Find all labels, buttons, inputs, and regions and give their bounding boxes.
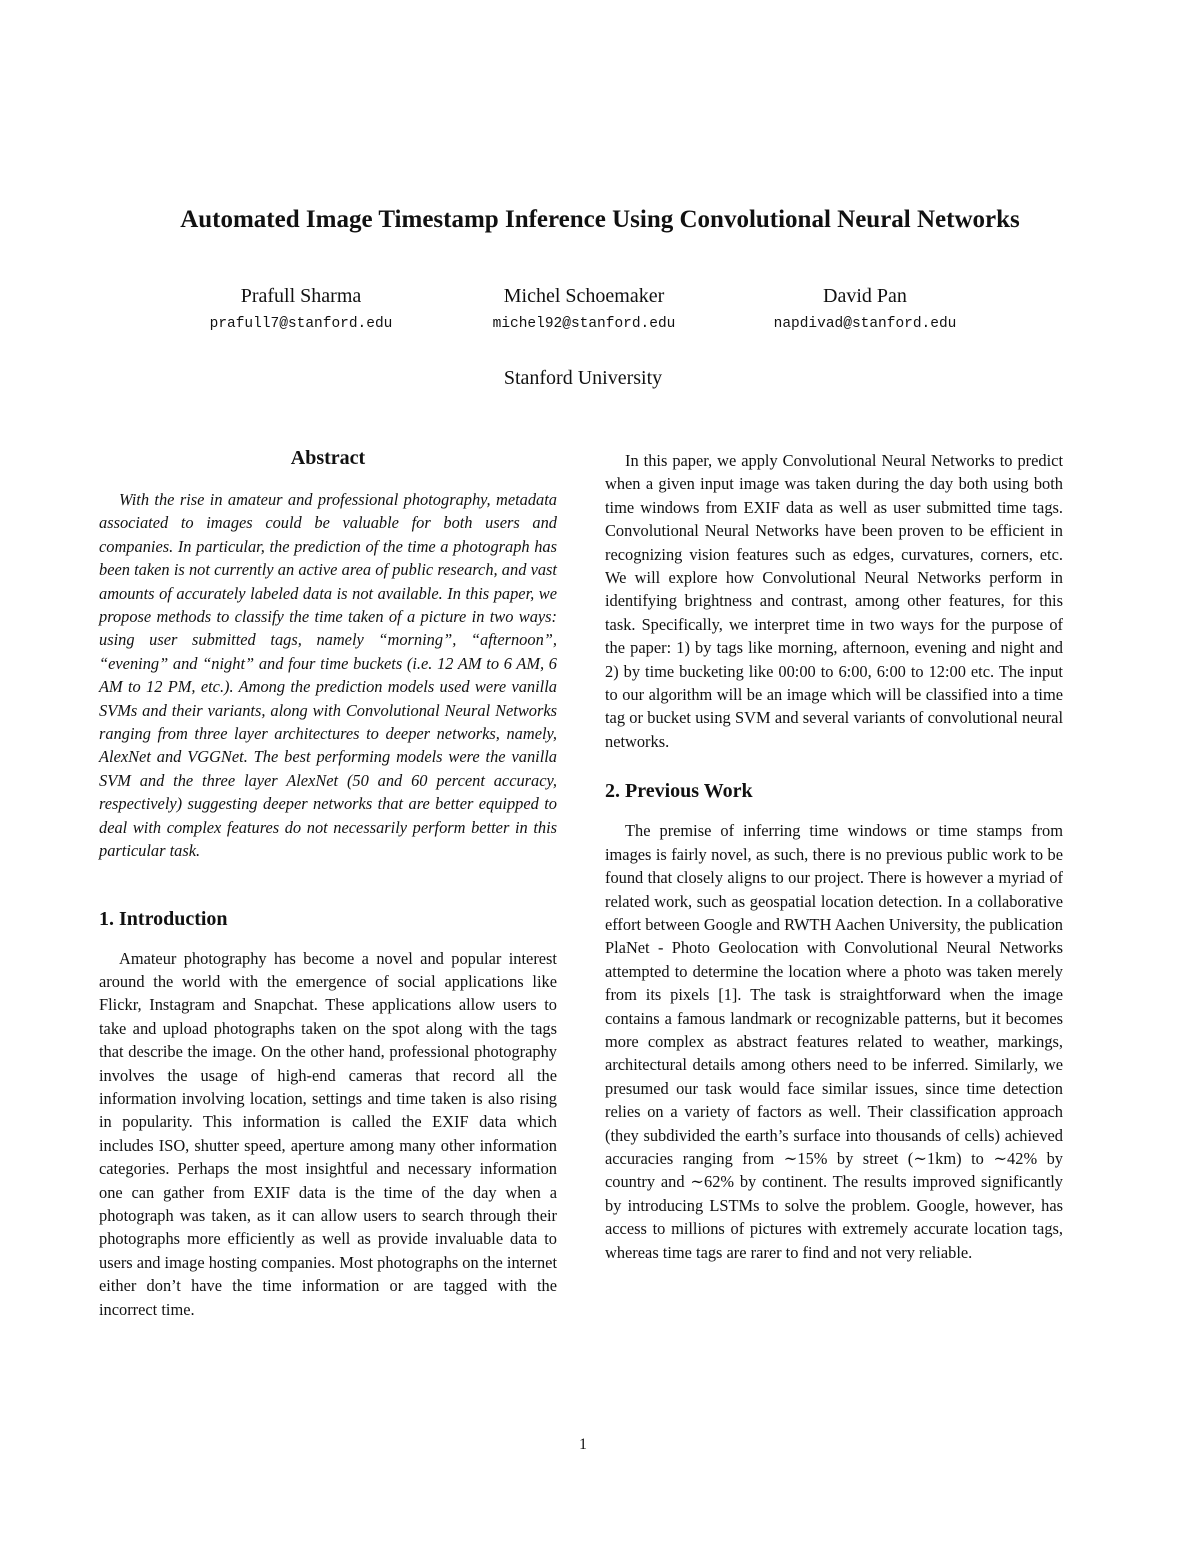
introduction-paragraph: Amateur photography has become a novel and popular interest around the world with the emergence of social applications like Flickr, Instagram and Snapchat. These applications allow users to take and upload photographs taken on the spot along with the tags that describe the image. On the other hand, professional photography involves the usage of high-end cameras that record all the information involving location, settings and time taken is also rising in popularity. This information is called the EXIF data which includes ISO, shutter speed, aperture among many other information categories. Perhaps the most insightful and necessary information one can gather from EXIF data is the time of the day when a photograph was taken, as it can allow users to search through their photographs more efficiently as well as provide invaluable data to users and image hosting companies. Most photographs on the internet either don’t have the time information or are tagged with the incorrect time.: [99, 948, 557, 1319]
abstract-text: With the rise in amateur and professional photography, metadata associated to images could be valuable for both users and companies. In particular, the prediction of the time a photograph has been taken is not currently an active area of public research, and vast amounts of accurately labeled data is not available. In this paper, we propose methods to classify the time taken of a picture in two ways: using user submitted tags, namely “morning”, “afternoon”, “evening” and “night” and four time buckets (i.e. 12 AM to 6 AM, 6 AM to 12 PM, etc.). Among the prediction models used were vanilla SVMs and their variants, along with Convolutional Neural Networks ranging from three layer architectures to deeper networks, namely, AlexNet and VGGNet. The best performing models were the vanilla SVM and the three layer AlexNet (50 and 60 percent accuracy, respectively) suggesting deeper networks that are better equipped to deal with complex features do not necessarily perform better in this particular task.: [99, 490, 557, 861]
right-column: [605, 449, 1063, 1264]
previous-work-heading: 2. Previous Work: [605, 780, 753, 803]
author-name: Prafull Sharma: [240, 285, 362, 307]
author-email: michel92@stanford.edu: [492, 316, 676, 332]
author-name: Michel Schoemaker: [503, 285, 665, 307]
author-block: [434, 284, 734, 334]
introduction-paragraph-continued: In this paper, we apply Convolutional Neural Networks to predict when a given input image was taken during the day both using both time windows from EXIF data as well as user submitted time tags. Convolutional Neural Networks have been proven to be efficient in recognizing vision features such as edges, curvatures, corners, etc. We will explore how Convolutional Neural Networks perform in identifying brightness and contrast, among other features, for this task. Specifically, we interpret time in two ways for the purpose of the paper: 1) by tags like morning, afternoon, evening and night and 2) by time bucketing like 00:00 to 6:00, 6:00 to 12:00 etc. The input to our algorithm will be an image which will be classified into a time tag or bucket using SVM and several variants of convolutional neural networks.: [605, 451, 1063, 751]
author-email: prafull7@stanford.edu: [209, 316, 393, 332]
author-name: David Pan: [823, 285, 907, 307]
affiliation: Stanford University: [503, 367, 663, 389]
paper-title: Automated Image Timestamp Inference Using Convolutional Neural Networks: [180, 206, 1020, 233]
abstract-heading: Abstract: [290, 447, 366, 469]
author-email: napdivad@stanford.edu: [773, 316, 957, 332]
author-block: [715, 284, 1015, 334]
page-number: 1: [579, 1436, 587, 1453]
author-block: [151, 284, 451, 334]
introduction-heading: 1. Introduction: [99, 907, 228, 930]
previous-work-paragraph: The premise of inferring time windows or time stamps from images is fairly novel, as such, there is no previous public work to be found that closely aligns to our project. There is however a myriad of related work, such as geospatial location detection. In a collaborative effort between Google and RWTH Aachen University, the publication PlaNet - Photo Geolocation with Convolutional Neural Networks attempted to determine the location where a photo was taken merely from its pixels [1]. The task is straightforward when the image contains a famous landmark or recognizable patterns, but it becomes more complex as abstract features related to weather, markings, architectural details among others need to be inferred. Similarly, we presumed our task would face similar issues, since time detection relies on a variety of factors as well. Their classification approach (they subdivided the earth’s surface into thousands of cells) achieved accuracies ranging from ∼15% by street (∼1km) to ∼42% by country and ∼62% by continent. The results improved significantly by introducing LSTMs to solve the problem. Google, however, has access to millions of pictures with extremely accurate location tags, whereas time tags are rarer to find and not very reliable.: [605, 821, 1063, 1262]
left-column: [99, 444, 557, 1321]
